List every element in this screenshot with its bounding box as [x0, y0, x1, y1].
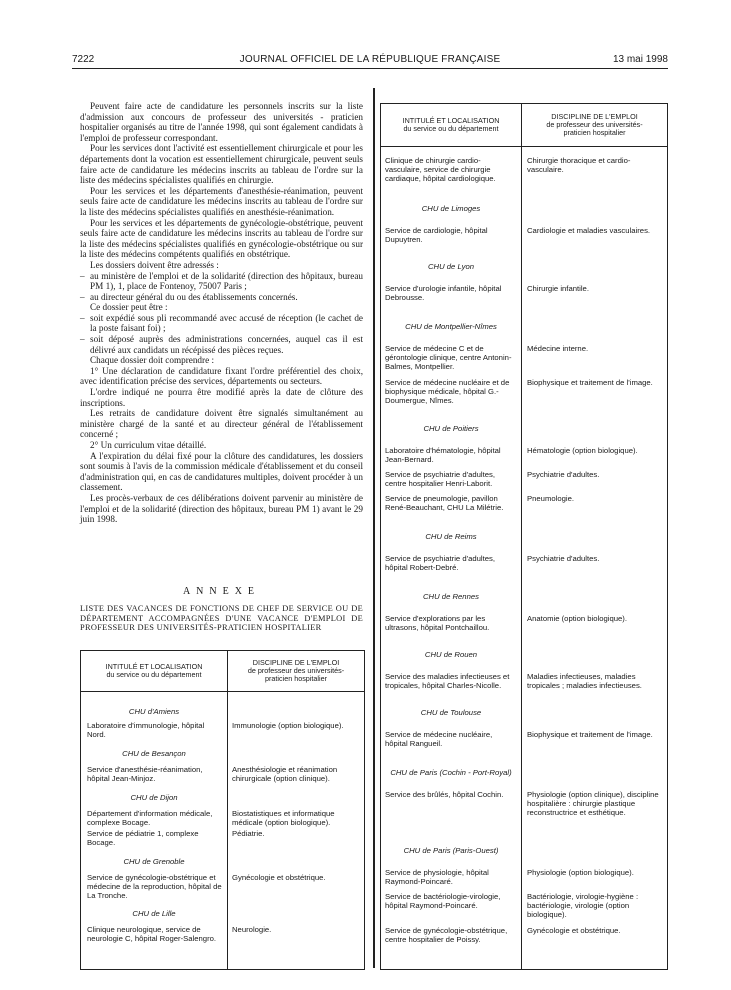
table-cell-discipline: Psychiatrie d'adultes.: [527, 470, 600, 479]
table-cell-service: Service de bactériologie-virologie, hôpital Raymond-Poincaré.: [385, 892, 501, 910]
table-cell-service: Service de médecine nucléaire, hôpital Rangueil.: [385, 730, 493, 748]
table-cell-service: Clinique de chirurgie cardio-vasculaire, service de chirurgie cardiaque, hôpital cardiologique.: [385, 156, 496, 183]
paragraph: 1° Une déclaration de candidature fixant l'ordre préférentiel des choix, avec identification précise des services, départements ou secteurs.: [80, 365, 363, 387]
column-separator: [373, 88, 375, 968]
table-cell-service: Service de physiologie, hôpital Raymond-Poincaré.: [385, 868, 489, 886]
page-number: 7222: [72, 54, 95, 65]
table-header: [81, 651, 364, 692]
table-cell-discipline: Pédiatrie.: [232, 829, 265, 838]
section-heading: CHU de Lyon: [427, 262, 474, 271]
section-heading: CHU de Besançon: [122, 749, 186, 758]
table-header-service: INTITULÉ ET LOCALISATION du service ou du département: [105, 662, 203, 679]
table-cell-discipline: Cardiologie et maladies vasculaires.: [527, 226, 651, 235]
table-cell-discipline: Pneumologie.: [527, 494, 575, 503]
paragraph: Les retraits de candidature doivent être signalés simultanément au ministère chargé de la santé et au directeur général de l'établissement concerné ;: [80, 408, 363, 440]
table-cell-discipline: Psychiatrie d'adultes.: [527, 554, 600, 563]
page-header: [72, 54, 668, 68]
paragraph: Peuvent faire acte de candidature les personnels inscrits sur la liste d'admission aux concours de professeur des universités - praticien hospitalier organisés au titre de l'année 1998, qui sont également candidats à l'emploi de professeur correspondant.: [80, 101, 363, 143]
section-heading: CHU de Paris (Paris-Ouest): [403, 846, 499, 855]
section-heading: CHU de Limoges: [421, 204, 481, 213]
table-cell-service: Service d'anesthésie-réanimation, hôpital Jean-Minjoz.: [87, 765, 203, 783]
paragraph: Les procès-verbaux de ces délibérations doivent parvenir au ministère de l'emploi et de la solidarité (direction des hôpitaux, bureau PM 1) avant le 29 juin 1998.: [80, 492, 363, 525]
table-cell-discipline: Physiologie (option biologique).: [527, 868, 634, 877]
table-header-discipline: DISCIPLINE DE L'EMPLOI de professeur des universités- praticien hospitalier: [546, 112, 643, 137]
paragraph: 2° Un curriculum vitae détaillé.: [90, 440, 207, 450]
paragraph: L'ordre indiqué ne pourra être modifié après la date de clôture des inscriptions.: [80, 387, 363, 408]
table-cell-service: Service de pneumologie, pavillon René-Beauchant, CHU La Milétrie.: [385, 494, 504, 512]
table-cell-discipline: Anatomie (option biologique).: [527, 614, 628, 623]
table-cell-discipline: Chirurgie thoracique et cardio-vasculaire.: [527, 156, 631, 174]
table-cell-discipline: Gynécologie et obstétrique.: [527, 926, 621, 935]
section-heading: CHU de Poitiers: [423, 424, 479, 433]
table-cell-service: Clinique neurologique, service de neurologie C, hôpital Roger-Salengro.: [87, 925, 217, 943]
table-cell-service: Service de psychiatrie d'adultes, hôpital Robert-Debré.: [385, 554, 496, 572]
list-item: – soit expédié sous pli recommandé avec accusé de réception (le cachet de la poste faisant foi) ;: [80, 313, 363, 334]
table-cell-discipline: Biostatistiques et informatique médicale (option biologique).: [232, 809, 335, 827]
vacancies-table-left: [80, 650, 365, 970]
table-cell-discipline: Anesthésiologie et réanimation chirurgicale (option clinique).: [232, 765, 338, 783]
table-cell-service: Service de pédiatrie 1, complexe Bocage.: [87, 829, 199, 847]
section-heading: CHU de Montpellier-Nîmes: [405, 322, 497, 331]
table-cell-service: Département d'information médicale, complexe Bocage.: [87, 809, 213, 827]
vacancies-table-right: [380, 103, 668, 970]
column-divider: [521, 104, 522, 969]
section-heading: CHU de Grenoble: [123, 857, 185, 866]
table-header: [381, 104, 667, 147]
journal-title: JOURNAL OFFICIEL DE LA RÉPUBLIQUE FRANÇAISE: [239, 54, 501, 65]
table-cell-discipline: Immunologie (option biologique).: [232, 721, 344, 730]
table-cell-discipline: Biophysique et traitement de l'image.: [527, 730, 653, 739]
left-column-text: [80, 101, 363, 525]
annexe-subtitle: LISTE DES VACANCES DE FONCTIONS DE CHEF DE SERVICE OU DE DÉPARTEMENT ACCOMPAGNÉES D'UNE VACANCE D'EMPLOI DE PROFESSEUR DES UNIVERSITÉS-PRATICIEN HOSPITALIER: [80, 604, 363, 633]
paragraph: A l'expiration du délai fixé pour la clôture des candidatures, les dossiers sont soumis à l'avis de la commission médicale d'établissement et du conseil d'administration qui, en cas de candidatures multiples, doivent procéder à un classement.: [80, 450, 363, 493]
table-cell-discipline: Chirurgie infantile.: [527, 284, 589, 293]
table-header-service: INTITULÉ ET LOCALISATION du service ou du département: [402, 116, 500, 133]
table-cell-service: Service de gynécologie-obstétrique et médecine de la reproduction, hôpital de La Tronche.: [87, 873, 222, 900]
section-heading: CHU de Dijon: [130, 793, 178, 802]
section-heading: CHU de Paris (Cochin - Port-Royal): [390, 768, 512, 777]
table-cell-service: Service d'explorations par les ultrasons, hôpital Pontchaillou.: [385, 614, 490, 632]
table-cell-service: Service de cardiologie, hôpital Dupuytren.: [385, 226, 488, 244]
table-header-discipline: DISCIPLINE DE L'EMPLOI de professeur des universités- praticien hospitalier: [247, 658, 345, 683]
issue-date: 13 mai 1998: [612, 54, 668, 65]
paragraph: Ce dossier peut être :: [90, 302, 168, 313]
section-heading: CHU de Lille: [132, 909, 176, 918]
paragraph: Les dossiers doivent être adressés :: [90, 259, 219, 270]
paragraph: Pour les services et les départements d'anesthésie-réanimation, peuvent seuls faire acte de candidature les médecins inscrits au tableau de l'ordre sur la liste des médecins spécialistes qualifiés en anesthésie-réanimation.: [80, 185, 363, 217]
section-heading: CHU d'Amiens: [128, 707, 180, 716]
table-cell-service: Service de gynécologie-obstétrique, centre hospitalier de Poissy.: [385, 926, 508, 944]
paragraph: Pour les services et les départements de gynécologie-obstétrique, peuvent seuls faire acte de candidature les médecins inscrits au tableau de l'ordre sur la liste des médecins spécialistes qualifiés en gynécologie-obstétrique ou sur la liste des médecins compétents qualifiés en obstétrique.: [80, 217, 363, 260]
list-item: – soit déposé auprès des administrations concernées, auquel cas il est délivré aux candidats un récépissé des pièces reçues.: [80, 334, 363, 355]
section-heading: CHU de Reims: [425, 532, 477, 541]
table-cell-service: Service de médecine C et de gérontologie clinique, centre Antonin-Balmes, Montpellier.: [385, 344, 512, 371]
section-heading: CHU de Rouen: [424, 650, 478, 659]
annexe-title: ANNEXE: [182, 586, 261, 597]
table-cell-discipline: Gynécologie et obstétrique.: [232, 873, 326, 882]
table-cell-discipline: Neurologie.: [232, 925, 272, 934]
table-cell-service: Service de médecine nucléaire et de biophysique médicale, hôpital G.-Doumergue, Nîmes.: [385, 378, 510, 405]
section-heading: CHU de Toulouse: [420, 708, 482, 717]
table-cell-discipline: Biophysique et traitement de l'image.: [527, 378, 653, 387]
header-rule: [72, 68, 668, 69]
list-item: – au directeur général du ou des établissements concernés.: [80, 292, 363, 303]
table-cell-discipline: Physiologie (option clinique), discipline hospitalière : chirurgie plastique reconstructrice et esthétique.: [527, 790, 659, 817]
table-cell-service: Service de psychiatrie d'adultes, centre hospitalier Henri-Laborit.: [385, 470, 496, 488]
table-cell-service: Laboratoire d'immunologie, hôpital Nord.: [87, 721, 205, 739]
table-cell-service: Laboratoire d'hématologie, hôpital Jean-Bernard.: [385, 446, 501, 464]
table-cell-discipline: Maladies infectieuses, maladies tropicales ; maladies infectieuses.: [527, 672, 642, 690]
section-heading: CHU de Rennes: [423, 592, 479, 601]
table-cell-service: Service des maladies infectieuses et tropicales, hôpital Charles-Nicolle.: [385, 672, 510, 690]
table-cell-discipline: Hématologie (option biologique).: [527, 446, 638, 455]
table-cell-service: Service d'urologie infantile, hôpital Debrousse.: [385, 284, 502, 302]
table-cell-service: Service des brûlés, hôpital Cochin.: [385, 790, 504, 799]
table-cell-discipline: Bactériologie, virologie-hygiène : bactériologie, virologie (option biologique).: [527, 892, 639, 919]
column-divider: [227, 651, 228, 969]
paragraph: Pour les services dont l'activité est essentiellement chirurgicale et pour les départements dont la vocation est essentiellement chirurgicale, peuvent seuls faire acte de candidature les médecins inscrits au tableau de l'ordre sur la liste des médecins spécialistes qualifiés en chirurgie.: [80, 143, 363, 186]
paragraph: Chaque dossier doit comprendre :: [90, 355, 214, 366]
table-cell-discipline: Médecine interne.: [527, 344, 589, 353]
list-item: – au ministère de l'emploi et de la solidarité (direction des hôpitaux, bureau PM 1), 1, place de Fontenoy, 75007 Paris ;: [80, 271, 363, 292]
